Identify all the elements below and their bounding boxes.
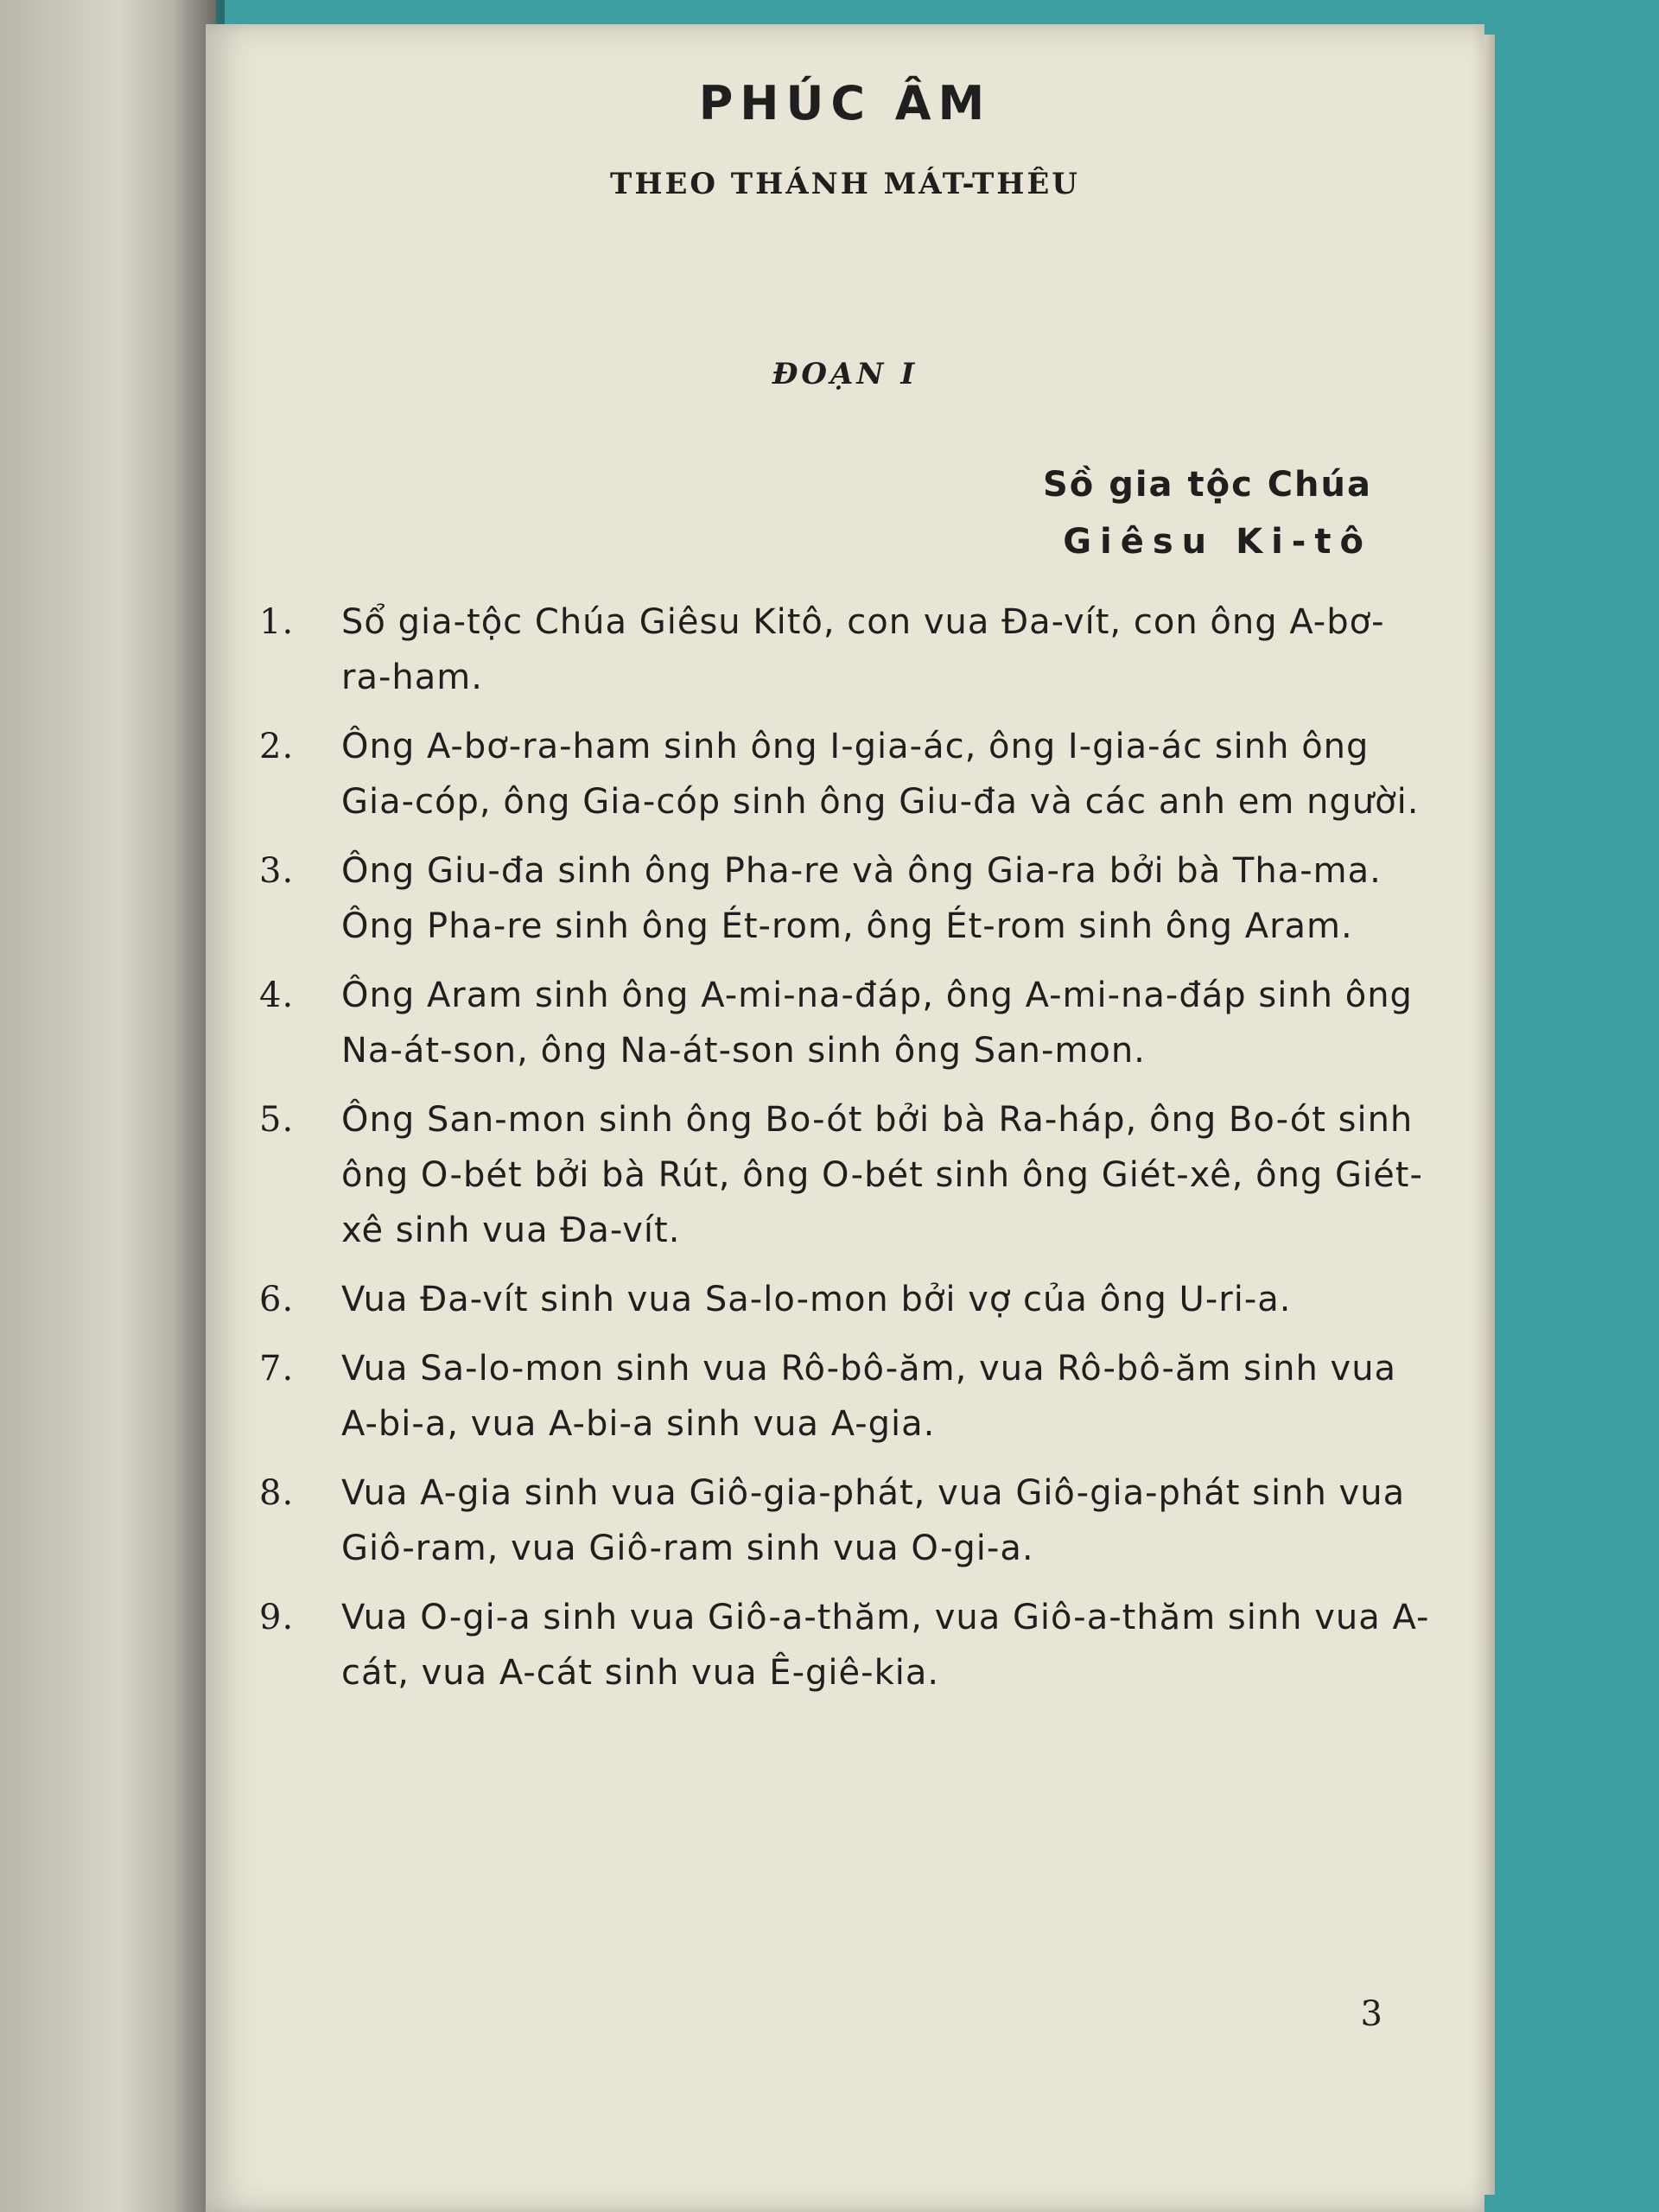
verse-text: Ông Aram sinh ông A-mi-na-đáp, ông A-mi-na-đáp sinh ông Na-át-son, ông Na-át-son sinh ông San-mon. bbox=[341, 976, 1413, 1071]
verse-text: Vua A-gia sinh vua Giô-gia-phát, vua Giô-gia-phát sinh vua Giô-ram, vua Giô-ram sinh vua O-gi-a. bbox=[341, 1473, 1406, 1568]
verse-list bbox=[259, 594, 1434, 1714]
section-heading-line1: Sồ gia tộc Chúa bbox=[1042, 465, 1372, 505]
verse-number: 8. bbox=[259, 1473, 295, 1513]
section-heading-line2: Giêsu Ki-tô bbox=[1063, 522, 1372, 562]
verse-text: Ông San-mon sinh ông Bo-ót bởi bà Ra-háp, ông Bo-ót sinh ông O-bét bởi bà Rút, ông O-bét sinh ông Giét-xê, ông Giét-xê sinh vua Đa-vít. bbox=[341, 1100, 1423, 1250]
verse-text: Vua O-gi-a sinh vua Giô-a-thăm, vua Giô-a-thăm sinh vua A-cát, vua A-cát sinh vua Ê-giê-kia. bbox=[341, 1598, 1430, 1693]
verse-2 bbox=[259, 719, 1434, 830]
page-number: 3 bbox=[1360, 1994, 1382, 2034]
verse-text: Ông Giu-đa sinh ông Pha-re và ông Gia-ra bởi bà Tha-ma. Ông Pha-re sinh ông Ét-rom, ông Ét-rom sinh ông Aram. bbox=[341, 851, 1382, 946]
verse-text: Sổ gia-tộc Chúa Giêsu Kitô, con vua Đa-vít, con ông A-bơ-ra-ham. bbox=[341, 602, 1385, 697]
verse-number: 3. bbox=[259, 851, 295, 891]
verse-7 bbox=[259, 1341, 1434, 1452]
verse-1 bbox=[259, 594, 1434, 705]
verse-number: 2. bbox=[259, 727, 295, 766]
verse-6 bbox=[259, 1272, 1434, 1327]
book-page bbox=[206, 24, 1484, 2212]
verse-9 bbox=[259, 1590, 1434, 1700]
book-title: PHÚC ÂM bbox=[698, 76, 992, 130]
verse-4 bbox=[259, 968, 1434, 1078]
chapter-heading: ĐOẠN I bbox=[772, 357, 918, 391]
verse-text: Vua Sa-lo-mon sinh vua Rô-bô-ăm, vua Rô-bô-ăm sinh vua A-bi-a, vua A-bi-a sinh vua A-gia. bbox=[341, 1349, 1397, 1444]
verse-number: 9. bbox=[259, 1598, 295, 1637]
verse-number: 5. bbox=[259, 1100, 295, 1140]
verse-number: 4. bbox=[259, 976, 295, 1015]
verse-5 bbox=[259, 1092, 1434, 1258]
page-edge bbox=[1484, 35, 1495, 2195]
verse-text: Ông A-bơ-ra-ham sinh ông I-gia-ác, ông I-gia-ác sinh ông Gia-cóp, ông Gia-cóp sinh ông Giu-đa và các anh em người. bbox=[341, 727, 1420, 822]
verse-3 bbox=[259, 843, 1434, 954]
verse-text: Vua Đa-vít sinh vua Sa-lo-mon bởi vợ của ông U-ri-a. bbox=[341, 1280, 1292, 1319]
section-heading bbox=[940, 456, 1372, 570]
verse-number: 7. bbox=[259, 1349, 295, 1389]
verse-number: 6. bbox=[259, 1280, 295, 1319]
verse-8 bbox=[259, 1465, 1434, 1576]
book-subtitle: THEO THÁNH MÁT-THÊU bbox=[610, 167, 1080, 201]
verse-number: 1. bbox=[259, 602, 295, 642]
